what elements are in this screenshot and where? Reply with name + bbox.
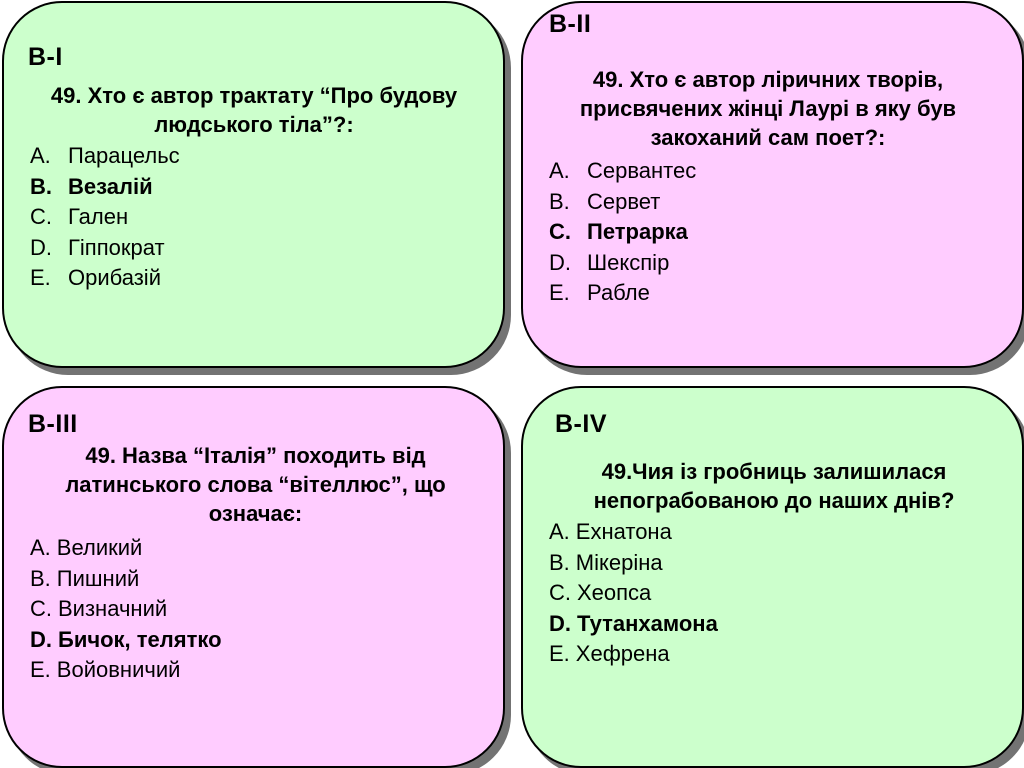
answer-option: A. Парацельс	[30, 143, 180, 168]
variant-card-4	[521, 386, 1024, 768]
answer-option: D. Гіппократ	[30, 234, 165, 260]
answer-option: B. Сервет	[549, 188, 661, 214]
answer-option: C. Визначний	[30, 596, 168, 621]
answer-option-correct: C. Петрарка	[549, 219, 688, 244]
answer-list	[30, 141, 180, 294]
answer-list	[549, 156, 696, 309]
variant-label: В-IV	[555, 410, 607, 438]
variant-label: В-III	[28, 410, 78, 438]
answer-option: A. Ехнатона	[549, 519, 672, 544]
question-text: 49. Хто є автор ліричних творів, присвячених жінці Лаурі в яку був закоханий сам поет?:	[579, 67, 957, 150]
answer-option: B. Пишний	[30, 565, 140, 591]
variant-card-2	[521, 1, 1024, 368]
question-text: 49. Назва “Італія” походить від латинського слова “вітеллюс”, що означає:	[65, 443, 446, 526]
answer-list	[549, 517, 718, 670]
variant-card-1	[2, 1, 505, 368]
answer-option: E. Рабле	[549, 280, 650, 305]
answer-option: C. Хеопса	[549, 580, 652, 605]
answer-option: D. Шекспір	[549, 249, 670, 275]
answer-option-correct: B. Везалій	[30, 173, 153, 199]
answer-option-correct: D. Тутанхамона	[549, 610, 718, 636]
variant-card-3	[2, 386, 505, 768]
answer-option: E. Хефрена	[549, 641, 670, 666]
question-text: 49. Хто є автор трактату “Про будову людського тіла”?:	[50, 83, 458, 137]
answer-option: E. Войовничий	[30, 657, 181, 682]
variant-label: В-I	[28, 43, 63, 71]
variant-label: В-II	[549, 10, 592, 38]
answer-option: C. Гален	[30, 204, 129, 229]
answer-option-correct: D. Бичок, телятко	[30, 626, 222, 652]
answer-list	[30, 533, 222, 686]
answer-option: E. Орибазій	[30, 265, 161, 290]
answer-option: A. Сервантес	[549, 158, 697, 183]
answer-option: B. Мікеріна	[549, 549, 663, 575]
question-text: 49.Чия із гробниць залишилася непограбованою до наших днів?	[593, 459, 955, 513]
answer-option: A. Великий	[30, 535, 143, 560]
